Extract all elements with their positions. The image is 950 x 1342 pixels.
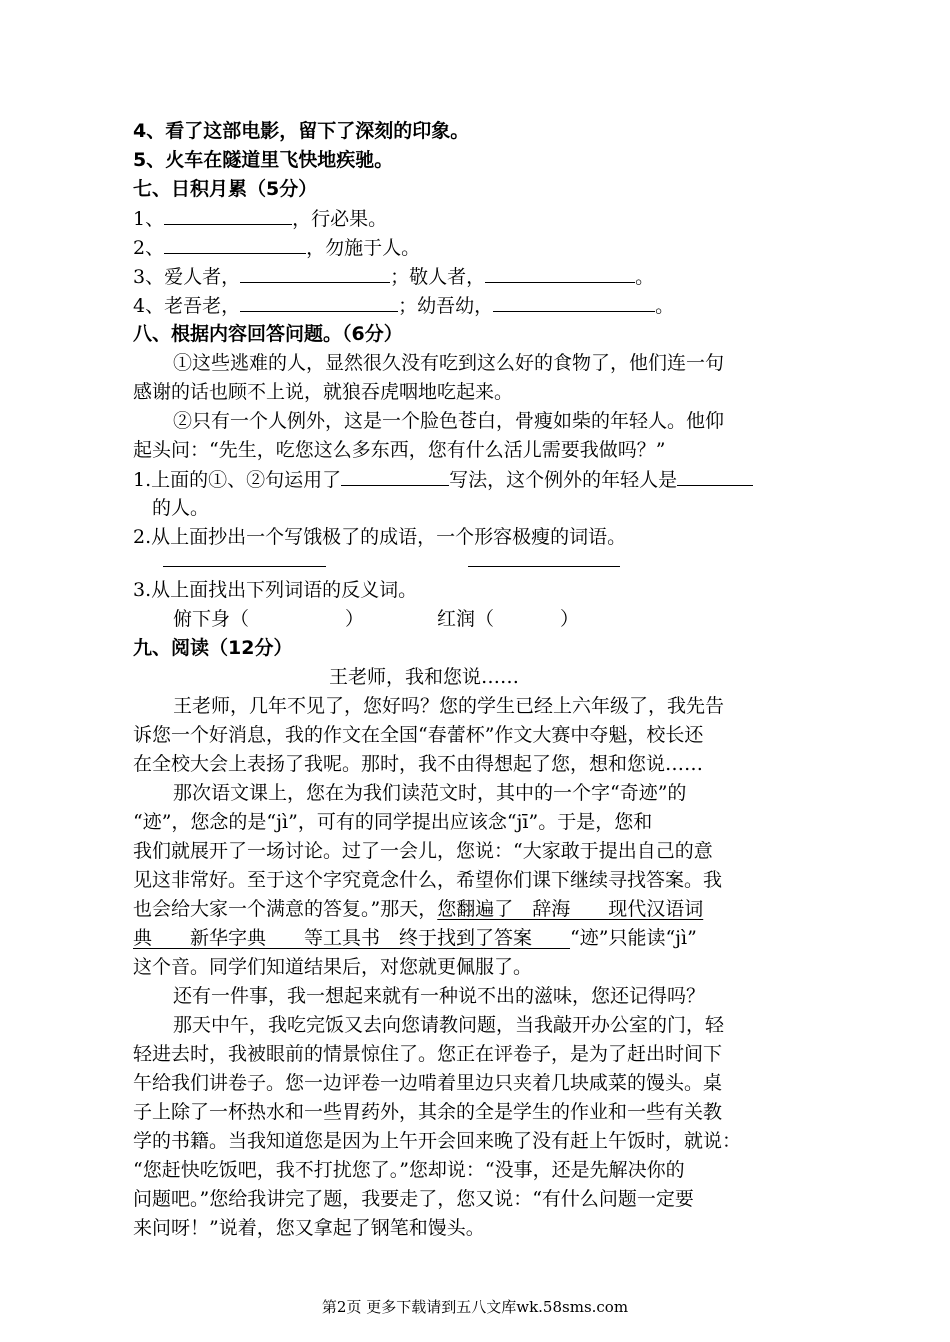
article-line: 来问呀！”说着，您又拿起了钢笔和馒头。: [133, 1217, 485, 1239]
q7-item-1: [133, 204, 387, 233]
q7-item-3-text-b: ；敬人者，: [390, 266, 486, 288]
underlined-passage: 典 新华字典 等工具书 终于找到了答案: [133, 927, 571, 949]
q8-antonym-2: [437, 605, 579, 633]
q7-item-3: [133, 262, 654, 291]
q7-item-1-blank[interactable]: [164, 204, 292, 225]
q7-item-2-text: ，勿施于人。: [306, 237, 421, 259]
article-line: 王老师，几年不见了，您好吗？您的学生已经上六年级了，我先告: [173, 695, 725, 717]
article-line: 问题吧。”您给我讲完了题，我要走了，您又说：“有什么问题一定要: [133, 1188, 694, 1210]
q7-item-3-blank-2[interactable]: [485, 262, 635, 283]
q8-question-1-blank-1[interactable]: [341, 465, 449, 486]
q7-item-3-blank-1[interactable]: [240, 262, 390, 283]
article-line: 这个音。同学们知道结果后，对您就更佩服了。: [133, 956, 533, 978]
q7-item-2: [133, 233, 420, 262]
q8-antonym-1-close: ）: [345, 608, 365, 630]
page-footer: 第2页 更多下载请到五八文库wk.58sms.com: [321, 1298, 629, 1316]
q8-passage-line: ②只有一个人例外，这是一个脸色苍白，骨瘦如柴的年轻人。他仰: [173, 410, 725, 432]
q8-antonym-1-word: 俯下身（: [173, 608, 250, 630]
q8-question-1-continued: 的人。: [152, 497, 210, 519]
q7-item-1-number: 1、: [133, 208, 165, 230]
q8-passage-line: ①这些逃难的人，显然很久没有吃到这么好的食物了，他们连一句: [173, 352, 725, 374]
q8-antonym-2-close: ）: [560, 608, 580, 630]
article-line-text: 也会给大家一个满意的答复。”那天，: [133, 898, 438, 920]
article-line: 那次语文课上，您在为我们读范文时，其中的一个字“奇迹”的: [173, 782, 687, 804]
article-line: [133, 924, 697, 952]
q9-title: 九、阅读（12分）: [133, 637, 293, 659]
article-line: 我们就展开了一场讨论。过了一会儿，您说：“大家敢于提出自己的意: [133, 840, 713, 862]
q7-item-4-blank-2[interactable]: [493, 291, 655, 312]
article-line: 轻进去时，我被眼前的情景惊住了。您正在评卷子，是为了赶出时间下: [133, 1043, 723, 1065]
q8-question-2: 2.从上面抄出一个写饿极了的成语，一个形容极瘦的词语。: [133, 526, 627, 548]
q8-passage-line: 起头问：“先生，吃您这么多东西，您有什么活儿需要我做吗？”: [133, 439, 666, 461]
q7-item-4-text-c: 。: [655, 295, 675, 317]
q7-title: 七、日积月累（5分）: [133, 178, 318, 200]
q7-item-4-text-a: 4、老吾老，: [133, 295, 241, 317]
q8-antonym-1: [173, 605, 364, 633]
q8-question-2-answer-line-2[interactable]: [468, 566, 620, 567]
q7-item-4: [133, 291, 674, 320]
article-title: 王老师，我和您说……: [329, 666, 520, 688]
article-line: 在全校大会上表扬了我呢。那时，我不由得想起了您，想和您说……: [133, 753, 704, 775]
q8-title: 八、根据内容回答问题。（6分）: [133, 323, 403, 345]
q7-item-3-text-c: 。: [635, 266, 655, 288]
q6-sentence-4: 4、看了这部电影，留下了深刻的印象。: [133, 120, 470, 142]
article-line: 还有一件事，我一想起来就有一种说不出的滋味，您还记得吗？: [173, 985, 706, 1007]
article-line: 午给我们讲卷子。您一边评卷一边啃着里边只夹着几块咸菜的馒头。桌: [133, 1072, 723, 1094]
q7-item-4-blank-1[interactable]: [240, 291, 398, 312]
article-line: “迹”，您念的是“jì”，可有的同学提出应该念“jī”。于是，您和: [133, 811, 653, 833]
q8-question-1-blank-2[interactable]: [677, 465, 753, 486]
q7-item-3-text-a: 3、爱人者，: [133, 266, 241, 288]
q8-question-3: 3.从上面找出下列词语的反义词。: [133, 579, 418, 601]
q8-passage-line: 感谢的话也顾不上说，就狼吞虎咽地吃起来。: [133, 381, 514, 403]
article-line: 诉您一个好消息，我的作文在全国“春蕾杯”作文大赛中夺魁，校长还: [133, 724, 704, 746]
q8-question-1-text-a: 1.上面的①、②句运用了: [133, 469, 342, 491]
q7-item-2-number: 2、: [133, 237, 165, 259]
q8-question-1-text-b: 写法，这个例外的年轻人是: [449, 469, 678, 491]
q6-sentence-5: 5、火车在隧道里飞快地疾驰。: [133, 149, 394, 171]
article-line: 子上除了一杯热水和一些胃药外，其余的全是学生的作业和一些有关教: [133, 1101, 723, 1123]
article-line-text: “迹”只能读“jì”: [570, 927, 697, 949]
q8-antonym-2-word: 红润（: [437, 608, 495, 630]
article-line: “您赶快吃饭吧，我不打扰您了。”您却说：“没事，还是先解决你的: [133, 1159, 685, 1181]
q7-item-2-blank[interactable]: [164, 233, 306, 254]
q7-item-1-text: ，行必果。: [292, 208, 388, 230]
underlined-passage: 您翻遍了 辞海 现代汉语词: [437, 898, 704, 920]
article-line: 那天中午，我吃完饭又去向您请教问题，当我敲开办公室的门，轻: [173, 1014, 725, 1036]
q8-question-2-answer-line-1[interactable]: [163, 566, 326, 567]
article-line: 学的书籍。当我知道您是因为上午开会回来晚了没有赶上午饭时，就说：: [133, 1130, 742, 1152]
article-line: [133, 895, 703, 923]
article-line: 见这非常好。至于这个字究竟念什么，希望你们课下继续寻找答案。我: [133, 869, 723, 891]
q8-question-1: [133, 465, 753, 494]
q7-item-4-text-b: ；幼吾幼，: [398, 295, 494, 317]
